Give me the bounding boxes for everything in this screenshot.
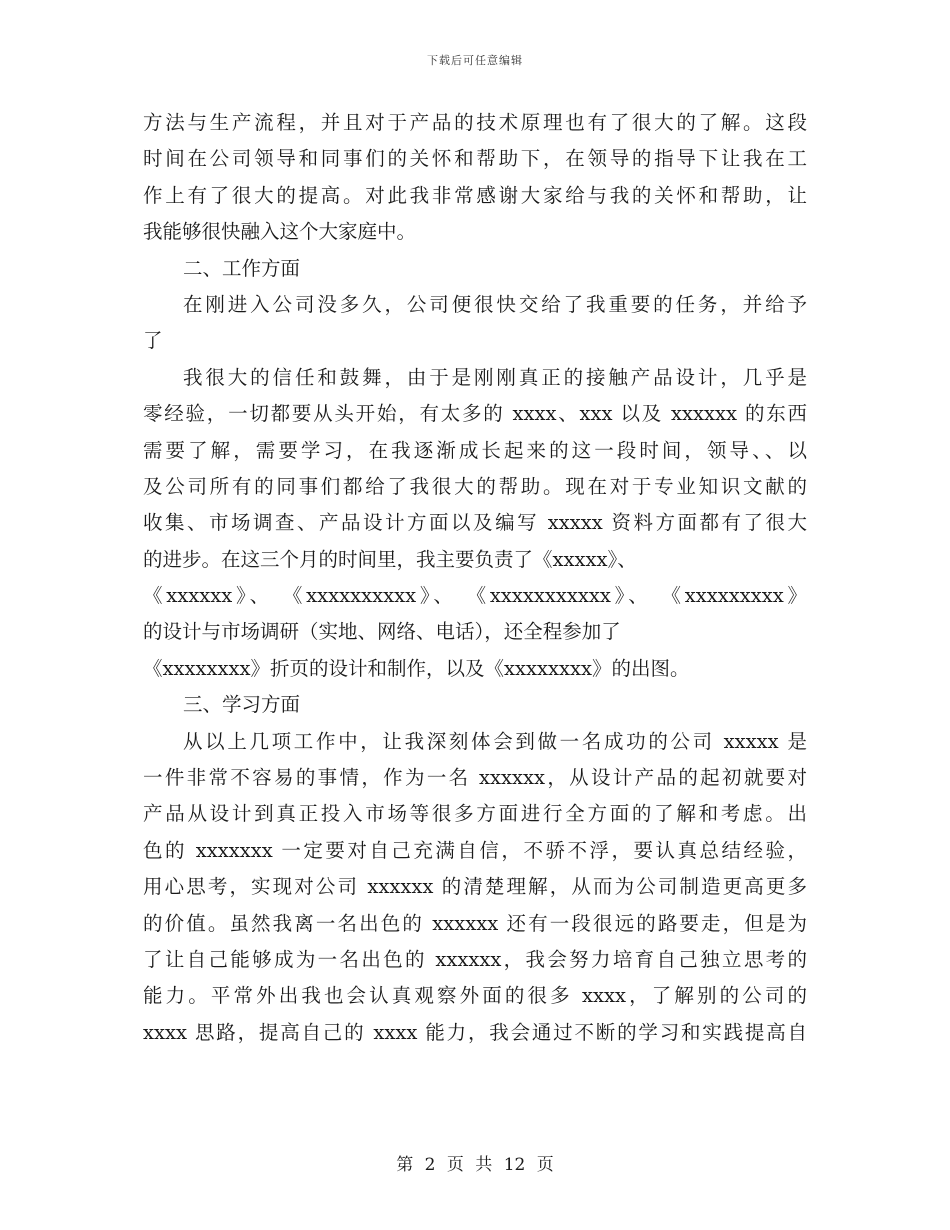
text-line: 色的 xxxxxxx 一定要对自己充满自信，不骄不浮，要认真总结经验， [143,838,807,862]
text-line: 的设计与市场调研（实地、网络、电话），还全程参加了 [143,620,621,644]
text-line: 我能够很快融入这个大家庭中。 [143,220,417,244]
text-line: 在刚进入公司没多久，公司便很快交给了我重要的任务，并给予 [183,292,807,316]
text-line: 《xxxxxxxx》折页的设计和制作，以及《xxxxxxxx》的出图。 [143,656,690,680]
text-line: 了 [143,329,163,353]
text-line: 时间在公司领导和同事们的关怀和帮助下，在领导的指导下让我在工 [143,147,807,171]
text-line: 方法与生产流程，并且对于产品的技术原理也有了很大的了解。这段 [143,111,807,134]
text-line: 及公司所有的同事们都给了我很大的帮助。现在对于专业知识文献的 [143,474,807,498]
section-heading: 二、工作方面 [183,256,301,280]
document-body [143,105,807,1051]
text-line: xxxx 思路，提高自己的 xxxx 能力，我会通过不断的学习和实践提高自 [143,1020,807,1044]
text-line: 用心思考，实现对公司 xxxxxx 的清楚理解，从而为公司制造更高更多 [143,875,807,899]
text-line: 从以上几项工作中，让我深刻体会到做一名成功的公司 xxxxx 是 [183,729,807,753]
text-line: 收集、市场调查、产品设计方面以及编写 xxxxx 资料方面都有了很大 [143,511,807,535]
text-line: 产品从设计到真正投入市场等很多方面进行全方面的了解和考虑。出 [143,802,807,826]
text-line: 了让自己能够成为一名出色的 xxxxxx，我会努力培育自己独立思考的 [143,947,807,971]
text-line: 我很大的信任和鼓舞，由于是刚刚真正的接触产品设计，几乎是 [183,365,807,389]
text-line: 作上有了很大的提高。对此我非常感谢大家给与我的关怀和帮助，让 [143,183,807,207]
text-line: 的价值。虽然我离一名出色的 xxxxxx 还有一段很远的路要走，但是为 [143,911,807,935]
text-line: 一件非常不容易的事情，作为一名 xxxxxx，从设计产品的起初就要对 [143,766,807,790]
page-number-footer: 第 2 页 共 12 页 [396,1155,554,1175]
section-heading: 三、学习方面 [183,693,301,717]
text-line: 《xxxxxx》、 《xxxxxxxxxx》、 《xxxxxxxxxxx》、 《xxxxxxxxx》 [143,584,807,608]
text-line: 能力。平常外出我也会认真观察外面的很多 xxxx，了解别的公司的 [143,984,807,1008]
text-line: 需要了解，需要学习，在我逐渐成长起来的这一段时间，领导、、以 [143,438,807,462]
text-line: 的进步。在这三个月的时间里，我主要负责了《xxxxx》、 [143,547,637,571]
page-header: 下载后可任意编辑 [427,54,523,67]
text-line: 零经验，一切都要从头开始，有太多的 xxxx、xxx 以及 xxxxxx 的东西 [143,402,807,426]
